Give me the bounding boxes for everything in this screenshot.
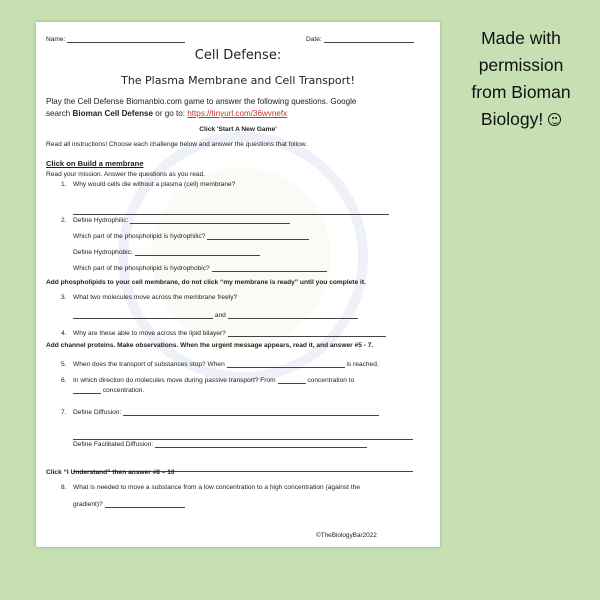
intro-line2: search Bioman Cell Defense or go to: https://tinyurl.com/36wvnefx bbox=[46, 109, 288, 118]
question-8: 8. What is needed to move a substance from a low concentration to a high concentration (against the bbox=[61, 484, 360, 491]
question-2: 2. Define Hydrophilic: bbox=[61, 214, 290, 224]
question-2d: Which part of the phospholipid is hydrophobic? bbox=[73, 262, 327, 272]
page-subtitle: The Plasma Membrane and Cell Transport! bbox=[121, 74, 355, 87]
permission-note: Made with permission from Bioman Biology! bbox=[471, 28, 571, 129]
question-1: 1. Why would cells die without a plasma (cell) membrane? bbox=[61, 181, 236, 188]
question-4: 4. Why are these able to move across the lipid bilayer? bbox=[61, 327, 386, 337]
section-i-understand-instruction: Click “I Understand” then answer #8 – 10 bbox=[46, 469, 175, 476]
watermark-logo bbox=[151, 167, 331, 347]
intro-line1: Play the Cell Defense Biomanbio.com game to answer the following questions. Google bbox=[46, 97, 357, 106]
question-7: 7. Define Diffusion: bbox=[61, 406, 379, 416]
question-6: 6. In which direction do molecules move during passive transport? From concentration to bbox=[61, 374, 354, 384]
question-2c: Define Hydrophobic: bbox=[73, 246, 260, 256]
section-channel-proteins-instruction: Add channel proteins. Make observations. When the urgent message appears, read it, and answer #5 - 7. bbox=[46, 342, 374, 349]
name-label: Name: bbox=[46, 36, 66, 43]
section-build-membrane-heading: Click on Build a membrane bbox=[46, 159, 144, 168]
section-phospholipids-instruction: Add phospholipids to your cell membrane, do not click “my membrane is ready” until you complete it. bbox=[46, 279, 366, 286]
question-6-continued: concentration. bbox=[73, 384, 144, 394]
question-8-continued: gradient)? bbox=[73, 498, 185, 508]
question-3-answers: and bbox=[73, 309, 358, 319]
page-title: Cell Defense: bbox=[194, 48, 282, 63]
date-label: Date: bbox=[306, 36, 322, 43]
name-field bbox=[46, 33, 185, 43]
smiley-icon bbox=[548, 113, 561, 126]
question-3: 3. What two molecules move across the membrane freely? bbox=[61, 294, 238, 301]
question-5: 5. When does the transport of substances stop? When is reached. bbox=[61, 358, 379, 368]
click-start-instruction: Click 'Start A New Game' bbox=[199, 126, 277, 133]
read-mission-instruction: Read your mission. Answer the questions as you read. bbox=[46, 171, 206, 178]
question-7b: Define Facilitated Diffusion: bbox=[73, 438, 367, 448]
question-2b: Which part of the phospholipid is hydrophilic? bbox=[73, 230, 309, 240]
worksheet-page bbox=[36, 22, 440, 547]
game-link[interactable]: https://tinyurl.com/36wvnefx bbox=[187, 109, 288, 118]
copyright-footer: ©TheBiologyBar2022 bbox=[316, 532, 377, 539]
read-all-instruction: Read all instructions! Choose each challenge below and answer the questions that follow. bbox=[46, 141, 307, 148]
date-field bbox=[306, 33, 414, 43]
